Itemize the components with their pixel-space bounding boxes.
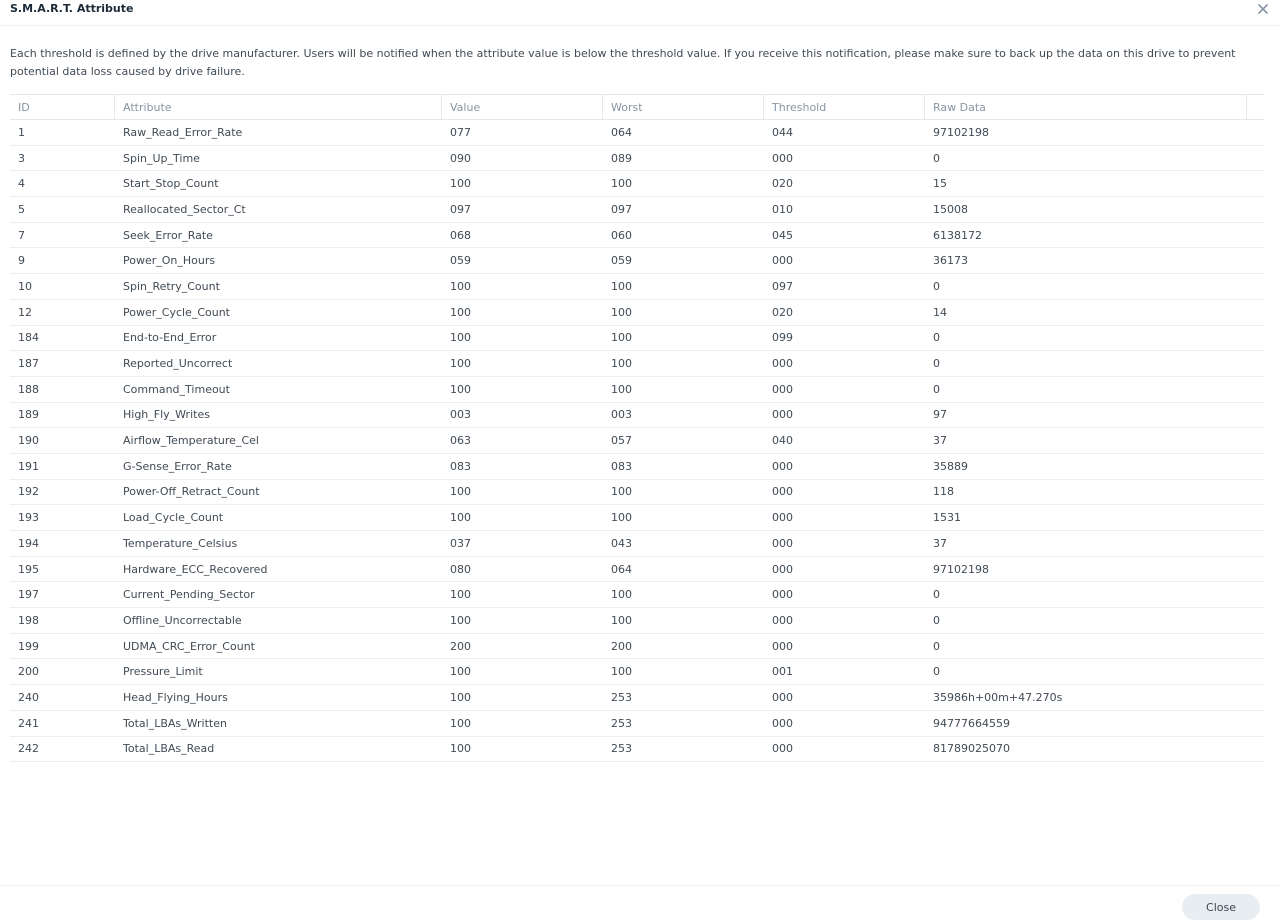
- cell-threshold: 000: [772, 716, 793, 730]
- cell-attribute: Start_Stop_Count: [123, 177, 219, 191]
- cell-id: 200: [18, 665, 39, 679]
- table-row[interactable]: [10, 711, 1264, 737]
- cell-raw-data: 94777664559: [933, 716, 1010, 730]
- cell-raw-data: 0: [933, 639, 940, 653]
- cell-threshold: 020: [772, 177, 793, 191]
- table-row[interactable]: [10, 737, 1264, 763]
- cell-id: 188: [18, 382, 39, 396]
- cell-attribute: UDMA_CRC_Error_Count: [123, 639, 255, 653]
- table-row[interactable]: [10, 274, 1264, 300]
- cell-worst: 200: [611, 639, 632, 653]
- cell-attribute: Airflow_Temperature_Cel: [123, 434, 259, 448]
- cell-raw-data: 97102198: [933, 562, 989, 576]
- cell-attribute: Hardware_ECC_Recovered: [123, 562, 268, 576]
- cell-value: 059: [450, 254, 471, 268]
- cell-worst: 100: [611, 382, 632, 396]
- cell-raw-data: 37: [933, 536, 947, 550]
- cell-attribute: Command_Timeout: [123, 382, 230, 396]
- cell-id: 191: [18, 459, 39, 473]
- cell-raw-data: 14: [933, 305, 947, 319]
- cell-threshold: 099: [772, 331, 793, 345]
- cell-threshold: 040: [772, 434, 793, 448]
- cell-raw-data: 118: [933, 485, 954, 499]
- table-row[interactable]: [10, 480, 1264, 506]
- cell-worst: 253: [611, 742, 632, 756]
- cell-id: 10: [18, 279, 32, 293]
- table-row[interactable]: [10, 634, 1264, 660]
- cell-value: 037: [450, 536, 471, 550]
- table-row[interactable]: [10, 248, 1264, 274]
- cell-threshold: 000: [772, 151, 793, 165]
- cell-value: 100: [450, 742, 471, 756]
- cell-attribute: Pressure_Limit: [123, 665, 203, 679]
- cell-id: 5: [18, 202, 25, 216]
- cell-threshold: 045: [772, 228, 793, 242]
- cell-worst: 100: [611, 357, 632, 371]
- cell-id: 194: [18, 536, 39, 550]
- cell-threshold: 000: [772, 357, 793, 371]
- cell-raw-data: 0: [933, 665, 940, 679]
- cell-raw-data: 0: [933, 357, 940, 371]
- table-row[interactable]: [10, 197, 1264, 223]
- cell-threshold: 000: [772, 459, 793, 473]
- cell-value: 100: [450, 485, 471, 499]
- cell-attribute: Raw_Read_Error_Rate: [123, 125, 243, 139]
- cell-attribute: Load_Cycle_Count: [123, 511, 224, 525]
- cell-worst: 043: [611, 536, 632, 550]
- column-header-attribute[interactable]: Attribute: [115, 95, 442, 119]
- cell-id: 240: [18, 690, 39, 704]
- column-header-worst[interactable]: Worst: [603, 95, 764, 119]
- cell-value: 100: [450, 177, 471, 191]
- table-row[interactable]: [10, 557, 1264, 583]
- table-row[interactable]: [10, 300, 1264, 326]
- cell-attribute: Power_On_Hours: [123, 254, 216, 268]
- cell-attribute: Seek_Error_Rate: [123, 228, 213, 242]
- cell-threshold: 000: [772, 485, 793, 499]
- cell-value: 068: [450, 228, 471, 242]
- cell-threshold: 000: [772, 742, 793, 756]
- cell-raw-data: 0: [933, 331, 940, 345]
- cell-value: 077: [450, 125, 471, 139]
- column-header-value[interactable]: Value: [442, 95, 603, 119]
- cell-raw-data: 1531: [933, 511, 961, 525]
- table-row[interactable]: [10, 326, 1264, 352]
- cell-attribute: End-to-End_Error: [123, 331, 217, 345]
- cell-attribute: Offline_Uncorrectable: [123, 613, 242, 627]
- cell-value: 100: [450, 665, 471, 679]
- cell-attribute: G-Sense_Error_Rate: [123, 459, 232, 473]
- cell-id: 184: [18, 331, 39, 345]
- cell-raw-data: 36173: [933, 254, 968, 268]
- column-header-id[interactable]: ID: [10, 95, 115, 119]
- cell-attribute: Power-Off_Retract_Count: [123, 485, 260, 499]
- table-row[interactable]: [10, 223, 1264, 249]
- cell-raw-data: 97102198: [933, 125, 989, 139]
- cell-attribute: Total_LBAs_Read: [123, 742, 215, 756]
- cell-raw-data: 37: [933, 434, 947, 448]
- cell-attribute: High_Fly_Writes: [123, 408, 210, 422]
- cell-worst: 060: [611, 228, 632, 242]
- cell-attribute: Spin_Retry_Count: [123, 279, 220, 293]
- cell-raw-data: 97: [933, 408, 947, 422]
- cell-threshold: 000: [772, 690, 793, 704]
- threshold-description: Each threshold is defined by the drive manufacturer. Users will be notified when the attribute value is below the threshold value. If you receive this notification, please make sure to back up the data on this drive to prevent potential data loss caused by drive failure.: [10, 47, 1236, 78]
- cell-raw-data: 81789025070: [933, 742, 1010, 756]
- cell-id: 199: [18, 639, 39, 653]
- cell-value: 100: [450, 613, 471, 627]
- cell-id: 198: [18, 613, 39, 627]
- cell-threshold: 001: [772, 665, 793, 679]
- cell-id: 197: [18, 588, 39, 602]
- cell-value: 100: [450, 511, 471, 525]
- cell-id: 193: [18, 511, 39, 525]
- table-row[interactable]: [10, 171, 1264, 197]
- cell-worst: 100: [611, 665, 632, 679]
- cell-threshold: 020: [772, 305, 793, 319]
- cell-id: 1: [18, 125, 25, 139]
- cell-worst: 100: [611, 613, 632, 627]
- cell-worst: 100: [611, 588, 632, 602]
- cell-raw-data: 0: [933, 382, 940, 396]
- cell-id: 187: [18, 357, 39, 371]
- cell-value: 100: [450, 279, 471, 293]
- cell-attribute: Spin_Up_Time: [123, 151, 200, 165]
- cell-value: 083: [450, 459, 471, 473]
- table-row[interactable]: [10, 582, 1264, 608]
- cell-value: 100: [450, 588, 471, 602]
- cell-worst: 064: [611, 125, 632, 139]
- cell-value: 100: [450, 357, 471, 371]
- cell-threshold: 000: [772, 639, 793, 653]
- cell-raw-data: 15008: [933, 202, 968, 216]
- cell-value: 100: [450, 690, 471, 704]
- cell-threshold: 097: [772, 279, 793, 293]
- cell-worst: 097: [611, 202, 632, 216]
- close-icon[interactable]: [1256, 2, 1270, 16]
- cell-threshold: 000: [772, 408, 793, 422]
- cell-threshold: 000: [772, 511, 793, 525]
- table-row[interactable]: [10, 351, 1264, 377]
- cell-worst: 100: [611, 511, 632, 525]
- cell-worst: 083: [611, 459, 632, 473]
- cell-id: 7: [18, 228, 25, 242]
- cell-threshold: 000: [772, 254, 793, 268]
- cell-raw-data: 0: [933, 279, 940, 293]
- cell-attribute: Total_LBAs_Written: [123, 716, 227, 730]
- cell-attribute: Head_Flying_Hours: [123, 690, 228, 704]
- cell-worst: 100: [611, 485, 632, 499]
- cell-worst: 253: [611, 690, 632, 704]
- table-row[interactable]: [10, 531, 1264, 557]
- cell-worst: 003: [611, 408, 632, 422]
- table-row[interactable]: [10, 146, 1264, 172]
- cell-value: 090: [450, 151, 471, 165]
- cell-id: 242: [18, 742, 39, 756]
- cell-attribute: Power_Cycle_Count: [123, 305, 230, 319]
- cell-raw-data: 35986h+00m+47.270s: [933, 690, 1063, 704]
- cell-id: 195: [18, 562, 39, 576]
- cell-id: 4: [18, 177, 25, 191]
- cell-worst: 253: [611, 716, 632, 730]
- cell-raw-data: 15: [933, 177, 947, 191]
- cell-value: 100: [450, 716, 471, 730]
- table-row[interactable]: [10, 505, 1264, 531]
- cell-threshold: 000: [772, 613, 793, 627]
- cell-id: 9: [18, 254, 25, 268]
- smart-attribute-table: [10, 94, 1264, 762]
- cell-raw-data: 35889: [933, 459, 968, 473]
- cell-value: 003: [450, 408, 471, 422]
- cell-attribute: Reallocated_Sector_Ct: [123, 202, 246, 216]
- column-header-spacer: [1247, 95, 1264, 119]
- cell-id: 241: [18, 716, 39, 730]
- table-row[interactable]: [10, 454, 1264, 480]
- cell-threshold: 000: [772, 562, 793, 576]
- cell-value: 097: [450, 202, 471, 216]
- dialog-footer: [0, 885, 1280, 924]
- cell-threshold: 000: [772, 382, 793, 396]
- cell-worst: 100: [611, 305, 632, 319]
- cell-worst: 059: [611, 254, 632, 268]
- cell-value: 200: [450, 639, 471, 653]
- cell-threshold: 000: [772, 536, 793, 550]
- cell-worst: 100: [611, 331, 632, 345]
- cell-value: 063: [450, 434, 471, 448]
- dialog-titlebar: [0, 0, 1280, 26]
- table-header-row: [10, 94, 1264, 120]
- cell-threshold: 044: [772, 125, 793, 139]
- column-header-threshold[interactable]: Threshold: [764, 95, 925, 119]
- cell-value: 100: [450, 331, 471, 345]
- cell-threshold: 000: [772, 588, 793, 602]
- cell-attribute: Current_Pending_Sector: [123, 588, 255, 602]
- cell-id: 189: [18, 408, 39, 422]
- table-row[interactable]: [10, 685, 1264, 711]
- cell-id: 192: [18, 485, 39, 499]
- cell-id: 3: [18, 151, 25, 165]
- cell-raw-data: 0: [933, 151, 940, 165]
- cell-attribute: Temperature_Celsius: [123, 536, 238, 550]
- cell-worst: 057: [611, 434, 632, 448]
- close-button[interactable]: Close: [1182, 894, 1260, 920]
- cell-id: 12: [18, 305, 32, 319]
- cell-worst: 064: [611, 562, 632, 576]
- cell-attribute: Reported_Uncorrect: [123, 357, 233, 371]
- cell-worst: 100: [611, 279, 632, 293]
- table-row[interactable]: [10, 608, 1264, 634]
- cell-id: 190: [18, 434, 39, 448]
- table-row[interactable]: [10, 377, 1264, 403]
- table-body: [10, 120, 1264, 762]
- table-row[interactable]: [10, 120, 1264, 146]
- cell-worst: 089: [611, 151, 632, 165]
- table-row[interactable]: [10, 403, 1264, 429]
- cell-value: 100: [450, 305, 471, 319]
- cell-raw-data: 0: [933, 613, 940, 627]
- cell-value: 100: [450, 382, 471, 396]
- cell-threshold: 010: [772, 202, 793, 216]
- cell-worst: 100: [611, 177, 632, 191]
- column-header-raw-data[interactable]: Raw Data: [925, 95, 1247, 119]
- cell-value: 080: [450, 562, 471, 576]
- table-row[interactable]: [10, 659, 1264, 685]
- cell-raw-data: 6138172: [933, 228, 982, 242]
- table-row[interactable]: [10, 428, 1264, 454]
- dialog-title: S.M.A.R.T. Attribute: [10, 2, 134, 15]
- cell-raw-data: 0: [933, 588, 940, 602]
